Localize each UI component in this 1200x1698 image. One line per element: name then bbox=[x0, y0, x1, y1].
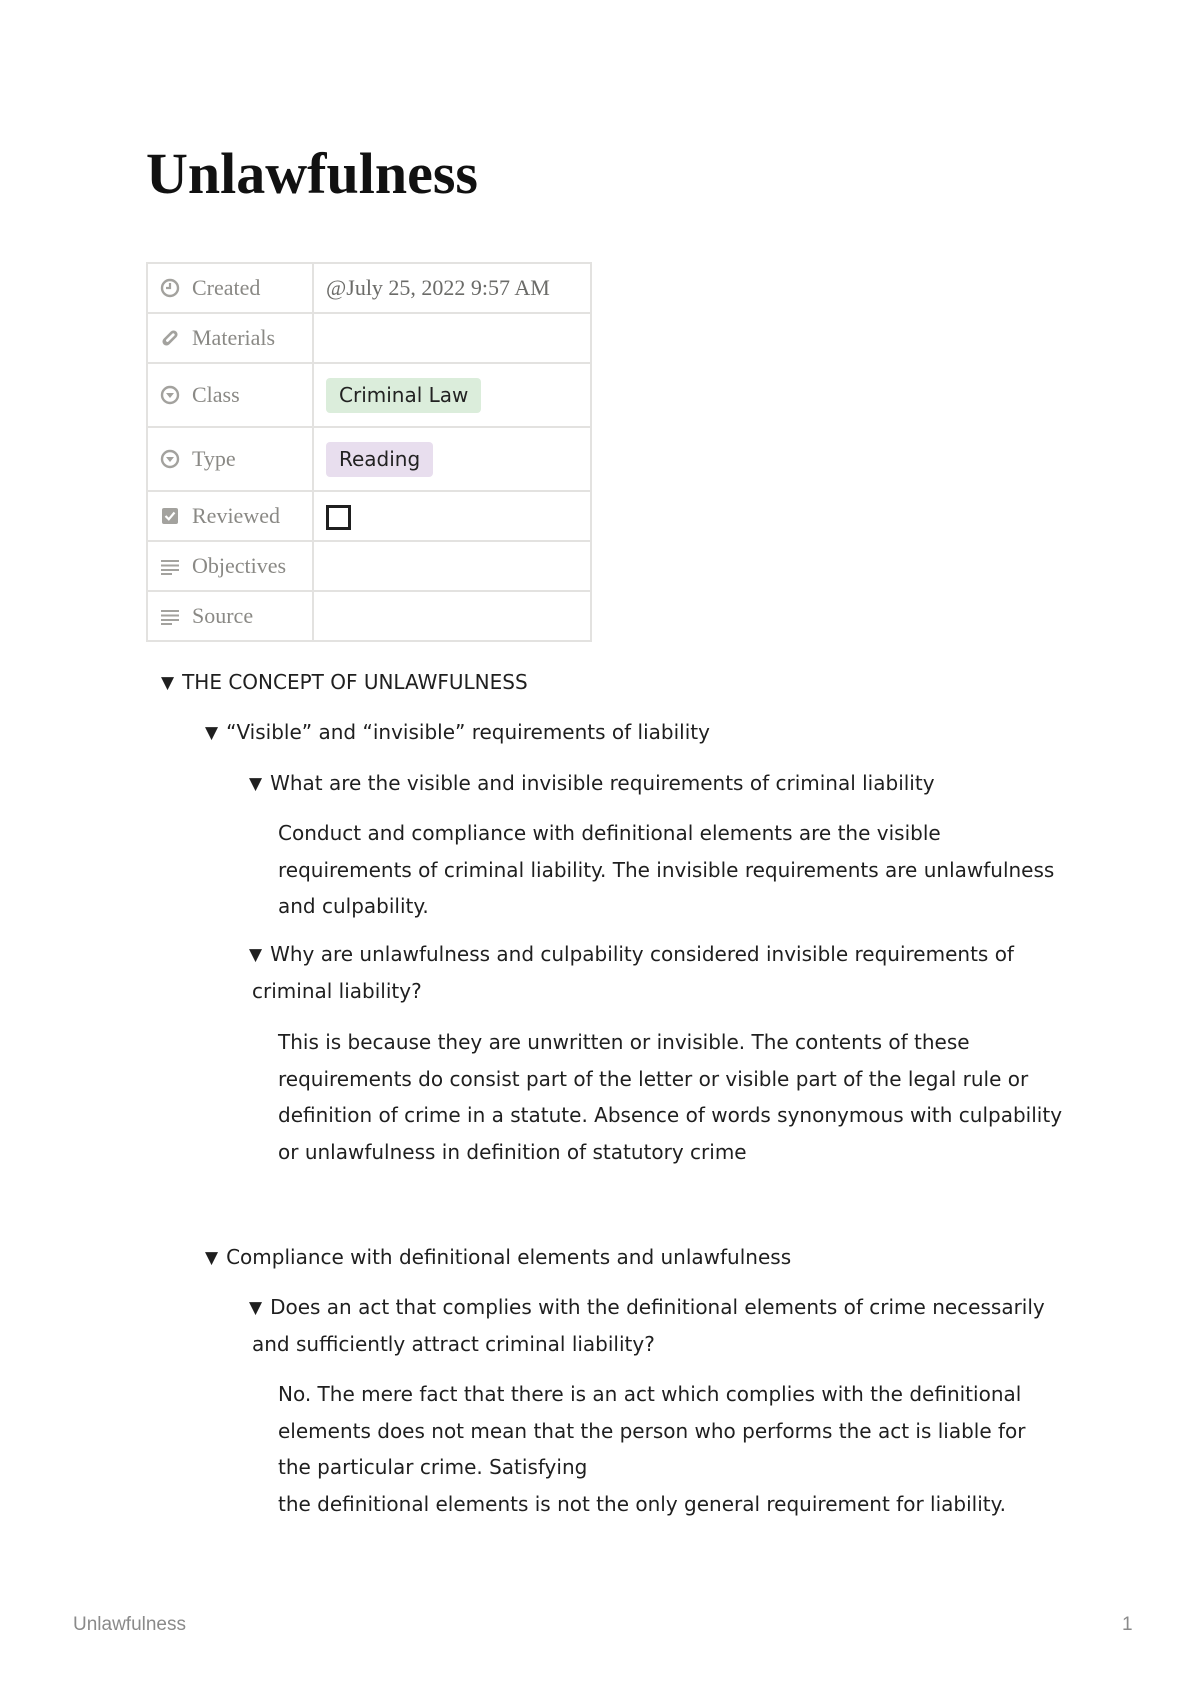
question-3-line-2: and sufficiently attract criminal liability? bbox=[252, 1332, 655, 1356]
property-key-materials bbox=[147, 313, 313, 363]
property-value-class[interactable] bbox=[313, 363, 591, 427]
property-label-source: Source bbox=[192, 603, 254, 628]
property-key-created bbox=[147, 263, 313, 313]
page-title: Unlawfulness bbox=[146, 141, 478, 206]
question-3-line-1: Does an act that complies with the definitional elements of crime necessarily bbox=[270, 1295, 1045, 1319]
triangle-down-icon[interactable]: ▼ bbox=[249, 1298, 263, 1318]
question-2-line-2: criminal liability? bbox=[252, 979, 422, 1003]
property-label-reviewed: Reviewed bbox=[192, 503, 280, 528]
footer-page-number: 1 bbox=[1122, 1614, 1133, 1635]
property-value-reviewed[interactable] bbox=[313, 491, 591, 541]
property-row-type bbox=[147, 427, 591, 491]
answer-3-part-1: No. The mere fact that there is an act which complies with the definitional elements does not mean that the person who performs the act is liable for the particular crime. Satisfying bbox=[278, 1382, 1026, 1479]
triangle-down-icon[interactable]: ▼ bbox=[205, 1248, 219, 1268]
property-label-materials: Materials bbox=[192, 325, 276, 350]
text-lines-icon bbox=[160, 606, 180, 626]
property-key-source bbox=[147, 591, 313, 641]
property-value-materials[interactable] bbox=[313, 313, 591, 363]
property-value-created[interactable]: @July 25, 2022 9:57 AM bbox=[313, 263, 591, 313]
property-row-materials bbox=[147, 313, 591, 363]
property-row-source bbox=[147, 591, 591, 641]
property-row-objectives bbox=[147, 541, 591, 591]
toggle-concept[interactable] bbox=[161, 664, 528, 701]
property-label-class: Class bbox=[192, 382, 240, 407]
text-lines-icon bbox=[160, 556, 180, 576]
property-value-objectives[interactable] bbox=[313, 541, 591, 591]
triangle-down-icon[interactable]: ▼ bbox=[249, 945, 263, 965]
question-1-text: What are the visible and invisible requirements of criminal liability bbox=[270, 771, 935, 795]
select-icon bbox=[160, 385, 180, 405]
toggle-compliance[interactable] bbox=[205, 1239, 791, 1276]
toggle-visible-invisible[interactable] bbox=[205, 714, 710, 751]
property-row-created bbox=[147, 263, 591, 313]
reviewed-checkbox[interactable] bbox=[326, 505, 351, 530]
paperclip-icon bbox=[160, 328, 180, 348]
property-row-class bbox=[147, 363, 591, 427]
property-label-created: Created bbox=[192, 275, 261, 300]
toggle-concept-label: THE CONCEPT OF UNLAWFULNESS bbox=[182, 670, 528, 694]
answer-1: Conduct and compliance with definitional elements are the visible requirements of criminal liability. The invisible requirements are unlawfulness and culpability. bbox=[278, 821, 1055, 918]
footer-document-name: Unlawfulness bbox=[73, 1614, 186, 1635]
property-row-reviewed bbox=[147, 491, 591, 541]
property-label-type: Type bbox=[192, 446, 236, 471]
toggle-question-2[interactable] bbox=[249, 936, 1014, 973]
triangle-down-icon[interactable]: ▼ bbox=[249, 774, 263, 794]
property-label-objectives: Objectives bbox=[192, 553, 287, 578]
type-tag[interactable]: Reading bbox=[326, 442, 433, 477]
properties-table bbox=[146, 262, 592, 642]
toggle-question-1[interactable] bbox=[249, 765, 935, 802]
property-value-type[interactable] bbox=[313, 427, 591, 491]
property-key-reviewed bbox=[147, 491, 313, 541]
triangle-down-icon[interactable]: ▼ bbox=[161, 673, 175, 693]
answer-2: This is because they are unwritten or invisible. The contents of these requirements do consist part of the letter or visible part of the legal rule or definition of crime in a statute. Absence of words synonymous with culpability or unlawfulness in definition of statutory crime bbox=[278, 1030, 1063, 1164]
select-icon bbox=[160, 449, 180, 469]
clock-icon bbox=[160, 278, 180, 298]
toggle-visible-invisible-label: “Visible” and “invisible” requirements of liability bbox=[226, 720, 710, 744]
property-key-objectives bbox=[147, 541, 313, 591]
toggle-question-3[interactable] bbox=[249, 1289, 1045, 1326]
triangle-down-icon[interactable]: ▼ bbox=[205, 723, 219, 743]
question-2-line-1: Why are unlawfulness and culpability considered invisible requirements of bbox=[270, 942, 1014, 966]
property-key-type bbox=[147, 427, 313, 491]
property-value-source[interactable] bbox=[313, 591, 591, 641]
class-tag[interactable]: Criminal Law bbox=[326, 378, 481, 413]
toggle-compliance-label: Compliance with definitional elements and unlawfulness bbox=[226, 1245, 792, 1269]
checkbox-icon bbox=[160, 506, 180, 526]
answer-3-part-2: the definitional elements is not the only general requirement for liability. bbox=[278, 1492, 1006, 1516]
property-key-class bbox=[147, 363, 313, 427]
